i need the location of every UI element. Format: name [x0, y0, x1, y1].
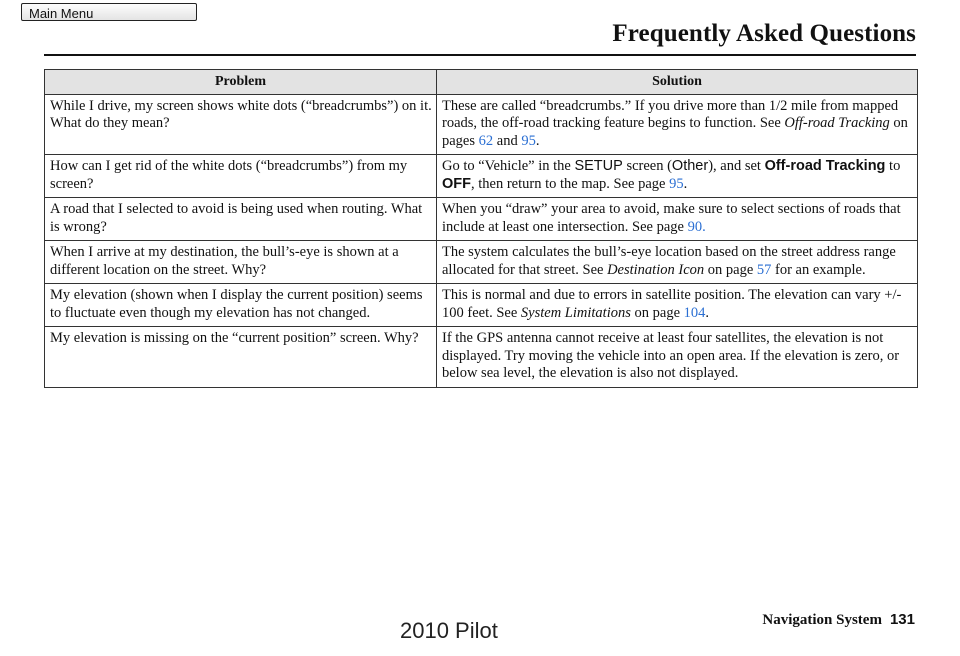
table-row [45, 327, 918, 388]
watermark-text: 2010 Pilot [400, 618, 498, 643]
solution-text: . [705, 304, 710, 321]
solution-text: These are called “breadcrumbs.” If you drive more than 1/2 mile from mapped roads, the off-road tracking feature begins to function. See [442, 97, 899, 131]
problem-cell: My elevation is missing on the “current position” screen. Why? [45, 327, 437, 388]
table-header-row [45, 70, 918, 95]
section-name: Navigation System [762, 612, 882, 628]
screen-name: Other [671, 158, 709, 174]
title-divider [44, 54, 916, 56]
solution-text: This is normal and due to errors in satellite position. The elevation can vary +/- 100 feet. See [442, 287, 902, 321]
solution-text: ), and set [708, 158, 765, 174]
solution-text: If the GPS antenna cannot receive at least four satellites, the elevation is not displayed. Try moving the vehicle into an open area. If the elevation is zero, or below sea level, the elevation is also not displayed. [442, 330, 900, 381]
page-link[interactable]: 57 [756, 261, 772, 278]
page-link[interactable]: 95 [669, 175, 684, 192]
solution-text: . [535, 132, 540, 149]
problem-cell: While I drive, my screen shows white dots (“breadcrumbs”) on it. What do they mean? [45, 94, 437, 155]
solution-cell [437, 327, 918, 388]
screen-name: SETUP [574, 158, 623, 174]
reference-title: Off-road Tracking [784, 115, 890, 131]
table-row [45, 155, 918, 198]
solution-cell [437, 241, 918, 284]
page-link[interactable]: 104 [683, 304, 706, 321]
page-link[interactable]: 95 [521, 132, 536, 149]
problem-cell: When I arrive at my destination, the bull’s-eye is shown at a different location on the street. Why? [45, 241, 437, 284]
solution-cell [437, 94, 918, 155]
table-row [45, 284, 918, 327]
solution-cell [437, 198, 918, 241]
solution-text: on page [630, 304, 684, 321]
reference-title: System Limitations [520, 304, 631, 321]
problem-cell: My elevation (shown when I display the current position) seems to fluctuate even though my elevation has not changed. [45, 284, 437, 327]
problem-cell: A road that I selected to avoid is being used when routing. What is wrong? [45, 198, 437, 241]
faq-table [44, 69, 918, 388]
page-link[interactable]: 90. [687, 218, 706, 235]
solution-text: for an example. [771, 261, 866, 278]
page-number: 131 [889, 611, 915, 628]
solution-text: to [885, 158, 901, 174]
solution-text: Go to “Vehicle” in the [442, 158, 575, 174]
setting-name: Off-road Tracking [764, 158, 886, 174]
page-title: Frequently Asked Questions [612, 20, 916, 47]
solution-cell [437, 284, 918, 327]
column-header-solution: Solution [437, 70, 918, 95]
page-footer [762, 611, 915, 629]
solution-text: , then return to the map. See page [471, 175, 670, 192]
solution-text: . [683, 175, 688, 192]
solution-text: When you “draw” your area to avoid, make sure to select sections of roads that include at least one intersection. See page [442, 201, 901, 235]
setting-value: OFF [442, 175, 471, 192]
solution-text: The system calculates the bull’s-eye location based on the street address range allocated for that street. See [442, 244, 896, 278]
solution-text: on pages [442, 115, 908, 149]
reference-title: Destination Icon [607, 261, 705, 278]
main-menu-button[interactable]: Main Menu [21, 3, 197, 21]
solution-text: screen ( [622, 158, 672, 174]
column-header-problem: Problem [45, 70, 437, 95]
problem-cell: How can I get rid of the white dots (“breadcrumbs”) from my screen? [45, 155, 437, 198]
page-link[interactable]: 62 [478, 132, 494, 149]
solution-cell [437, 155, 918, 198]
table-row [45, 198, 918, 241]
solution-text: and [493, 132, 522, 149]
table-row [45, 241, 918, 284]
table-row [45, 94, 918, 155]
solution-text: on page [704, 261, 757, 278]
